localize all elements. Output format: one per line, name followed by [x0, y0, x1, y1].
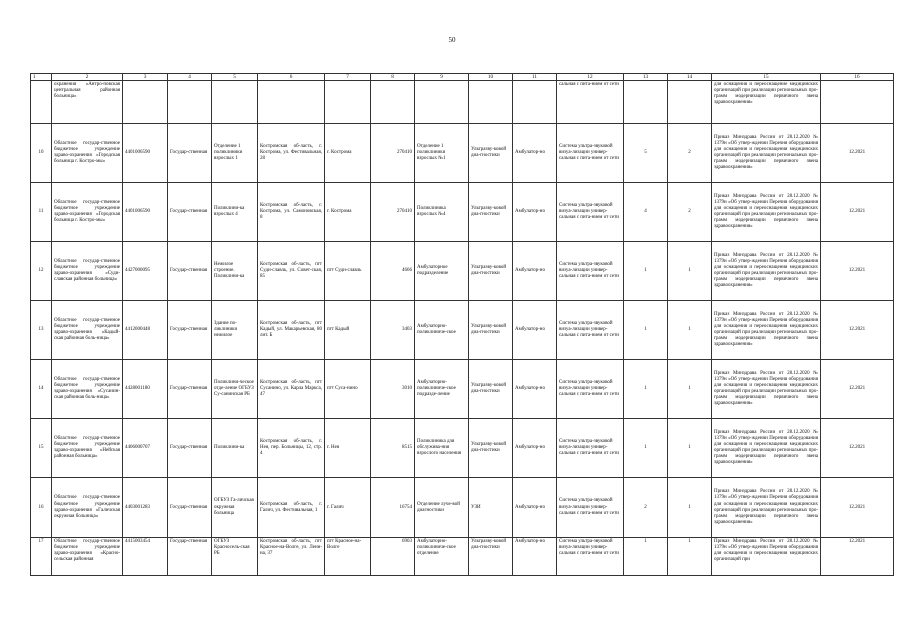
col-num: 10	[469, 74, 513, 81]
quantity-cell: 1	[668, 242, 712, 301]
col-num: 2	[52, 74, 123, 81]
diagnostics-cell: Ультразву-ковой диа-гностики	[469, 124, 513, 183]
equipment-cell: Система ультра-звуковой визуа-лизации универ-сальная с пита-нием от сети	[557, 360, 624, 419]
order-cell: Приказ Минздрава России от 28.12.2020 № 1379н «Об утвер-ждении Перечня оборудования для оснащения и переоснащения медицинских организаций при реализации региональных про-грамм модернизации первичного звена здравоохранения»	[712, 301, 821, 360]
condition-cell: Амбулатор-но	[513, 538, 557, 576]
row-number: 14	[31, 360, 52, 419]
quantity-cell: 1	[668, 419, 712, 478]
org-cell: Областное государ-ственное бюджетное учреждение здраво-охранения «Сусанин-ская районная боль-ница»	[52, 360, 123, 419]
inn-cell: 4403001283	[123, 478, 168, 538]
diagnostics-cell: УЗИ	[469, 478, 513, 538]
unit-cell: Поликлини-ческое отде-ление ОГБУЗ Су-санинская РБ	[212, 360, 258, 419]
order-cell: Приказ Минздрава России от 28.12.2020 № 1379н «Об утвер-ждении Перечня оборудования для оснащения и переоснащения медицинских организаций при реализации региональных про-грамм модернизации первичного звена здравоохранения»	[712, 242, 821, 301]
column-number-row	[31, 74, 894, 81]
code-cell: 270410	[371, 124, 415, 183]
division-cell: Поликлиника взрослых №4	[415, 183, 469, 242]
order-cell: Приказ Минздрава России от 28.12.2020 № 1379н «Об утвер-ждении Перечня оборудования для оснащения и переоснащения медицинских организаций при	[712, 538, 821, 576]
locality-cell: г. Галич	[325, 478, 371, 538]
org-cell: Областное государ-ственное бюджетное учреждение здраво-охранения «Городская больница г. Костро-мы»	[52, 183, 123, 242]
diagnostics-cell: Ультразву-ковой диа-гностики	[469, 301, 513, 360]
diagnostics-cell: Ультразву-ковой диа-гностики	[469, 538, 513, 576]
quantity-cell: 2	[668, 124, 712, 183]
code-cell: 6903	[371, 538, 415, 576]
condition-cell: Амбулатор-но	[513, 124, 557, 183]
unit-cell: ОГБУЗ Га-личская окружная больница	[212, 478, 258, 538]
date-cell: 12.2021	[821, 538, 894, 576]
order-cell: Приказ Минздрава России от 28.12.2020 № 1379н «Об утвер-ждении Перечня оборудования для оснащения и переоснащения медицинских организаций при реализации региональных про-грамм модернизации первичного звена здравоохранения»	[712, 478, 821, 538]
order-cell: Приказ Минздрава России от 28.12.2020 № 1379н «Об утвер-ждении Перечня оборудования для оснащения и переоснащения медицинских организаций при реализации региональных про-грамм модернизации первичного звена здравоохранения»	[712, 360, 821, 419]
diagnostics-cell: Ультразву-ковой диа-гностики	[469, 242, 513, 301]
ownership-cell: Государ-ственная	[168, 478, 212, 538]
org-cell: охранения «Антро-повская центральная районная больница»	[52, 81, 123, 124]
row-number: 10	[31, 124, 52, 183]
locality-cell: г. Нея	[325, 419, 371, 478]
col-num: 5	[212, 74, 258, 81]
address-cell: Костромская об-ласть, пгт Красное-на-Волге, ул. Лени-на, 37	[258, 538, 325, 576]
col-num: 13	[624, 74, 668, 81]
ownership-cell: Государ-ственная	[168, 183, 212, 242]
table-row	[31, 124, 894, 183]
unit-cell: Поликлини-ка	[212, 419, 258, 478]
unit-cell: Здание по-ликлиники нежилое	[212, 301, 258, 360]
ownership-cell: Государ-ственная	[168, 419, 212, 478]
table-row	[31, 183, 894, 242]
col-num: 4	[168, 74, 212, 81]
quantity-cell: 1	[668, 478, 712, 538]
address-cell: Костромская об-ласть, г. Кострома, ул. Фестивальная, 28	[258, 124, 325, 183]
locality-cell: пгт Суди-славль	[325, 242, 371, 301]
division-cell: Амбулаторно-поликлиниче-ское	[415, 301, 469, 360]
date-cell: 12.2021	[821, 301, 894, 360]
col-num: 1	[31, 74, 52, 81]
quantity-cell: 2	[668, 183, 712, 242]
table-row	[31, 419, 894, 478]
address-cell: Костромская об-ласть, г. Нея, пер. Больницы, 12, стр. 4	[258, 419, 325, 478]
quantity-cell: 1	[668, 360, 712, 419]
continuation-row	[31, 81, 894, 124]
quantity-cell: 4	[624, 183, 668, 242]
col-num: 14	[668, 74, 712, 81]
equipment-cell: сальная с пита-нием от сети	[557, 81, 624, 124]
condition-cell: Амбулатор-но	[513, 242, 557, 301]
order-cell: Приказ Минздрава России от 28.12.2020 № 1379н «Об утвер-ждении Перечня оборудования для оснащения и переоснащения медицинских организаций при реализации региональных про-грамм модернизации первичного звена здравоохранения»	[712, 419, 821, 478]
col-num: 9	[415, 74, 469, 81]
inn-cell: 4427000095	[123, 242, 168, 301]
table-row	[31, 360, 894, 419]
equipment-cell: Система ультра-звуковой визуа-лизации универ-сальная с пита-нием от сети	[557, 183, 624, 242]
division-cell: Амбулаторное подразделение	[415, 242, 469, 301]
code-cell: 3403	[371, 301, 415, 360]
row-number: 11	[31, 183, 52, 242]
row-number: 16	[31, 478, 52, 538]
org-cell: Областное государ-ственное бюджетное учреждение здраво-охранения «Нейская районная больница»	[52, 419, 123, 478]
row-number: 17	[31, 538, 52, 576]
locality-cell: пгт Кадый	[325, 301, 371, 360]
quantity-cell: 1	[668, 538, 712, 576]
equipment-cell: Система ультра-звуковой визуа-лизации универ-сальная с пита-нием от сети	[557, 124, 624, 183]
order-cell: Приказ Минздрава России от 28.12.2020 № 1379н «Об утвер-ждении Перечня оборудования для оснащения и переоснащения медицинских организаций при реализации региональных про-грамм модернизации первичного звена здравоохранения»	[712, 124, 821, 183]
inn-cell: 4428001180	[123, 360, 168, 419]
col-num: 6	[258, 74, 325, 81]
ownership-cell: Государ-ственная	[168, 538, 212, 576]
date-cell: 12.2021	[821, 242, 894, 301]
diagnostics-cell: Ультразву-ковой диа-гностики	[469, 419, 513, 478]
address-cell: Костромская об-ласть, пгт Кадый, ул. Макарьевская, 80 лит. Б	[258, 301, 325, 360]
address-cell: Костромская об-ласть, пгт Суди-славль, ул. Совет-ская, 85	[258, 242, 325, 301]
ownership-cell: Государ-ственная	[168, 242, 212, 301]
col-num: 3	[123, 74, 168, 81]
row-number: 12	[31, 242, 52, 301]
inn-cell: 4401006590	[123, 183, 168, 242]
locality-cell: пгт Красное-на-Волге	[325, 538, 371, 576]
unit-cell: ОГБУЗ Красносель-ская РБ	[212, 538, 258, 576]
org-cell: Областное государ-ственное бюджетное учреждение здраво-охранения «Городская больница г. Костро-мы»	[52, 124, 123, 183]
equipment-cell: Система ультра-звуковой визуа-лизации универ-сальная с пита-нием от сети	[557, 538, 624, 576]
condition-cell: Амбулатор-но	[513, 183, 557, 242]
diagnostics-cell: Ультразву-ковой диа-гностики	[469, 183, 513, 242]
code-cell: 3010	[371, 360, 415, 419]
quantity-cell: 1	[624, 538, 668, 576]
unit-cell: Поликлини-ка взрослых 4	[212, 183, 258, 242]
inn-cell: 4406000707	[123, 419, 168, 478]
division-cell: Амбулаторно-поликлиниче-ское отделение	[415, 538, 469, 576]
col-num: 11	[513, 74, 557, 81]
row-number: 15	[31, 419, 52, 478]
address-cell: Костромская об-ласть, г. Кострома, ул. Самоновская, 8	[258, 183, 325, 242]
code-cell: 8515	[371, 419, 415, 478]
locality-cell: г. Кострома	[325, 183, 371, 242]
date-cell: 12.2021	[821, 419, 894, 478]
condition-cell: Амбулатор-но	[513, 301, 557, 360]
table-row	[31, 538, 894, 576]
col-num: 8	[371, 74, 415, 81]
col-num: 12	[557, 74, 624, 81]
col-num: 7	[325, 74, 371, 81]
quantity-cell: 2	[624, 478, 668, 538]
division-cell: Отделение луче-вой диагностики	[415, 478, 469, 538]
quantity-cell: 1	[624, 419, 668, 478]
inn-cell: 4412000448	[123, 301, 168, 360]
equipment-cell: Система ультра-звуковой визуа-лизации универ-сальная с пита-нием от сети	[557, 419, 624, 478]
code-cell: 16754	[371, 478, 415, 538]
equipment-cell: Система ультра-звуковой визуа-лизации универ-сальная с пита-нием от сети	[557, 242, 624, 301]
division-cell: Отделение 1 поликлиники взрослых №1	[415, 124, 469, 183]
table-row	[31, 478, 894, 538]
condition-cell: Амбулатор-но	[513, 419, 557, 478]
unit-cell: Отделение 1 поликлиники взрослых 1	[212, 124, 258, 183]
ownership-cell: Государ-ственная	[168, 301, 212, 360]
code-cell: 270410	[371, 183, 415, 242]
condition-cell: Амбулатор-но	[513, 478, 557, 538]
order-cell: для оснащения и переоснащение медицинских организаций при реализации региональных про-грамм модернизации первичного звена здравоохранения»	[712, 81, 821, 124]
equipment-cell: Система ультра-звуковой визуа-лизации универ-сальная с пита-нием от сети	[557, 478, 624, 538]
diagnostics-cell: Ультразву-ковой диа-гностики	[469, 360, 513, 419]
inn-cell: 4401006590	[123, 124, 168, 183]
inn-cell: 4415003454	[123, 538, 168, 576]
equipment-table	[30, 73, 894, 576]
order-cell: Приказ Минздрава России от 28.12.2020 № 1379н «Об утвер-ждении Перечня оборудования для оснащения и переоснащения медицинских организаций при реализации региональных про-грамм модернизации первичного звена здравоохранения»	[712, 183, 821, 242]
col-num: 15	[712, 74, 821, 81]
table-row	[31, 301, 894, 360]
date-cell: 12.2021	[821, 478, 894, 538]
address-cell: Костромская об-ласть, г. Галич, ул. Фестивальная, 1	[258, 478, 325, 538]
address-cell: Костромская об-ласть, пгт Сусанино, ул. Карла Маркса, 47	[258, 360, 325, 419]
table-row	[31, 242, 894, 301]
date-cell: 12.2021	[821, 124, 894, 183]
quantity-cell: 1	[624, 360, 668, 419]
ownership-cell: Государ-ственная	[168, 124, 212, 183]
division-cell: Поликлиника для обслужива-ния взрослого населения	[415, 419, 469, 478]
quantity-cell: 1	[624, 242, 668, 301]
ownership-cell: Государ-ственная	[168, 360, 212, 419]
org-cell: Областное государ-ственное бюджетное учреждение здраво-охранения «Красно-сельская районная	[52, 538, 123, 576]
locality-cell: пгт Суса-нино	[325, 360, 371, 419]
unit-cell: Нежилое строение. Поликлини-ка	[212, 242, 258, 301]
division-cell: Амбулаторно-поликлиниче-ское подразде-ление	[415, 360, 469, 419]
date-cell: 12.2021	[821, 183, 894, 242]
row-number: 13	[31, 301, 52, 360]
org-cell: Областное государ-ственное бюджетное учреждение здраво-охранения «Галичская окружная больница»	[52, 478, 123, 538]
col-num: 16	[821, 74, 894, 81]
equipment-cell: Система ультра-звуковой визуа-лизации универ-сальная с пита-нием от сети	[557, 301, 624, 360]
code-cell: 4666	[371, 242, 415, 301]
page-number: 50	[448, 36, 456, 44]
org-cell: Областное государ-ственное бюджетное учреждение здраво-охранения «Суди-славская районная больница»	[52, 242, 123, 301]
quantity-cell: 1	[668, 301, 712, 360]
quantity-cell: 1	[624, 301, 668, 360]
condition-cell: Амбулатор-но	[513, 360, 557, 419]
date-cell: 12.2021	[821, 360, 894, 419]
locality-cell: г. Кострома	[325, 124, 371, 183]
org-cell: Областное государ-ственное бюджетное учреждение здраво-охранения «Кадый-ская районная боль-ница»	[52, 301, 123, 360]
quantity-cell: 5	[624, 124, 668, 183]
